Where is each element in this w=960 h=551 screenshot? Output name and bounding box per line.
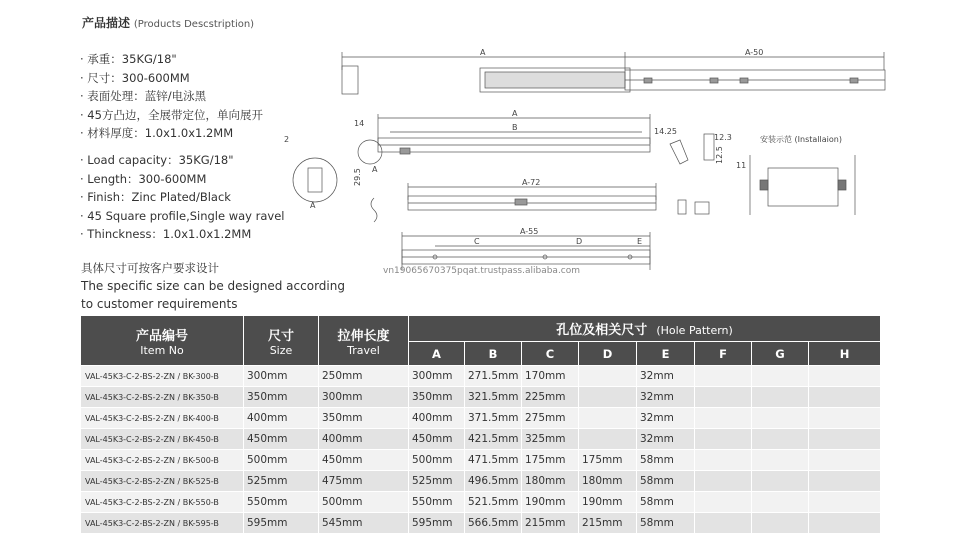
table-cell: [809, 408, 881, 429]
dim-2: 2: [284, 135, 290, 144]
table-cell: 400mm: [244, 408, 319, 429]
table-cell: [809, 429, 881, 450]
installation-view: [750, 134, 855, 215]
col-f: F: [695, 342, 752, 366]
section-title: [82, 14, 254, 31]
spec-list: [80, 50, 285, 244]
table-cell: 400mm: [409, 408, 465, 429]
table-cell: 190mm: [579, 492, 637, 513]
table-cell: [809, 492, 881, 513]
spec-en-5: · Thinckness：1.0x1.0x1.2MM: [80, 227, 252, 242]
table-cell: 371.5mm: [465, 408, 522, 429]
table-cell: [809, 387, 881, 408]
table-cell: 450mm: [409, 429, 465, 450]
dim-a50: A-50: [745, 48, 764, 57]
extended-slide-view: [342, 48, 885, 94]
dim-a55: A-55: [520, 227, 539, 236]
table-cell: [809, 471, 881, 492]
title-en: (Products Descstription): [133, 19, 255, 30]
col-size: 尺寸 Size: [244, 316, 319, 366]
spec-cn-1: · 承重：35KG/18": [80, 52, 177, 66]
table-cell: [579, 366, 637, 387]
table-cell: 350mm: [409, 387, 465, 408]
spec-en-2: · Length：300-600MM: [80, 171, 207, 186]
table-cell: 475mm: [319, 471, 409, 492]
col-travel: 拉伸长度 Travel: [319, 316, 409, 366]
table-row: [81, 366, 881, 387]
table-cell: 225mm: [522, 387, 579, 408]
table-cell: 215mm: [522, 513, 579, 534]
table-cell: [752, 513, 809, 534]
table-cell: 450mm: [319, 450, 409, 471]
install-label: 安装示范 (Installaion): [760, 135, 842, 144]
profile-section: [670, 133, 746, 170]
col-hole-pattern: 孔位及相关尺寸 (Hole Pattern): [409, 316, 881, 342]
technical-drawing: [284, 40, 890, 270]
table-cell: [695, 450, 752, 471]
table-cell: 566.5mm: [465, 513, 522, 534]
title-cn: 产品描述: [82, 16, 131, 30]
dim-a-main: A: [512, 109, 518, 118]
table-cell: VAL-45K3-C-2-BS-2-ZN / BK-595-B: [81, 513, 244, 534]
table-cell: 500mm: [319, 492, 409, 513]
spec-table-body: [81, 366, 881, 534]
dim-a72: A-72: [522, 178, 541, 187]
dim-b-main: B: [512, 123, 518, 132]
dim-14: 14: [354, 119, 365, 128]
table-cell: 521.5mm: [465, 492, 522, 513]
table-cell: 545mm: [319, 513, 409, 534]
custom-note-en-2: to customer requirements: [81, 297, 238, 311]
table-row: [81, 492, 881, 513]
watermark: vn19065670375pqat.trustpass.alibaba.com: [383, 266, 581, 276]
detail-circle: [293, 140, 382, 210]
custom-note-cn: 具体尺寸可按客户要求设计: [81, 261, 219, 275]
inner-slide-view: [371, 178, 709, 222]
dim-c: C: [474, 237, 480, 246]
table-cell: [809, 366, 881, 387]
spec-cn-5: · 材料厚度：1.0x1.0x1.2MM: [80, 126, 234, 141]
table-cell: [695, 387, 752, 408]
table-cell: 421.5mm: [465, 429, 522, 450]
main-slide-view: [284, 109, 677, 186]
col-a: A: [409, 342, 465, 366]
custom-note-en-1: The specific size can be designed according: [81, 279, 345, 293]
table-cell: 400mm: [319, 429, 409, 450]
table-cell: [752, 429, 809, 450]
table-cell: 496.5mm: [465, 471, 522, 492]
table-cell: 32mm: [637, 366, 695, 387]
table-cell: 175mm: [579, 450, 637, 471]
dim-1425: 14.25: [654, 127, 677, 136]
table-cell: 58mm: [637, 471, 695, 492]
spec-en-3: · Finish：Zinc Plated/Black: [80, 190, 231, 205]
table-cell: [752, 366, 809, 387]
table-cell: 170mm: [522, 366, 579, 387]
table-cell: [695, 513, 752, 534]
table-cell: [809, 450, 881, 471]
table-cell: [752, 408, 809, 429]
table-cell: 180mm: [579, 471, 637, 492]
table-cell: [752, 450, 809, 471]
table-cell: VAL-45K3-C-2-BS-2-ZN / BK-450-B: [81, 429, 244, 450]
spec-en-4: · 45 Square profile,Single way ravel: [80, 208, 285, 223]
table-cell: 190mm: [522, 492, 579, 513]
detail-a-label: A: [372, 165, 378, 174]
spec-table: [80, 315, 881, 534]
table-cell: [579, 387, 637, 408]
col-c: C: [522, 342, 579, 366]
dim-e: E: [637, 237, 643, 246]
table-cell: [809, 513, 881, 534]
table-cell: 300mm: [409, 366, 465, 387]
col-e: E: [637, 342, 695, 366]
dim-123: 12.3: [714, 133, 732, 142]
table-cell: 180mm: [522, 471, 579, 492]
table-cell: [752, 471, 809, 492]
outer-slide-view: [402, 227, 650, 270]
col-d: D: [579, 342, 637, 366]
table-cell: 500mm: [244, 450, 319, 471]
table-cell: 58mm: [637, 492, 695, 513]
col-g: G: [752, 342, 809, 366]
table-cell: 58mm: [637, 450, 695, 471]
table-cell: [752, 492, 809, 513]
dim-125: 12.5: [715, 146, 724, 164]
table-row: [81, 408, 881, 429]
table-row: [81, 450, 881, 471]
table-row: [81, 513, 881, 534]
table-cell: 350mm: [244, 387, 319, 408]
table-cell: [695, 366, 752, 387]
table-row: [81, 387, 881, 408]
table-cell: 525mm: [409, 471, 465, 492]
table-cell: 271.5mm: [465, 366, 522, 387]
table-cell: 471.5mm: [465, 450, 522, 471]
table-cell: 321.5mm: [465, 387, 522, 408]
table-cell: 32mm: [637, 387, 695, 408]
table-cell: 32mm: [637, 429, 695, 450]
spec-cn-3: · 表面处理：蓝锌/电泳黑: [80, 89, 207, 104]
table-cell: VAL-45K3-C-2-BS-2-ZN / BK-525-B: [81, 471, 244, 492]
table-cell: 300mm: [244, 366, 319, 387]
table-cell: 525mm: [244, 471, 319, 492]
spec-en-1: · Load capacity：35KG/18": [80, 152, 234, 167]
table-cell: 350mm: [319, 408, 409, 429]
table-cell: 58mm: [637, 513, 695, 534]
table-cell: 595mm: [244, 513, 319, 534]
dim-a-top: A: [480, 48, 486, 57]
table-row: [81, 429, 881, 450]
table-cell: VAL-45K3-C-2-BS-2-ZN / BK-400-B: [81, 408, 244, 429]
col-b: B: [465, 342, 522, 366]
table-cell: [695, 471, 752, 492]
table-cell: 550mm: [409, 492, 465, 513]
table-cell: VAL-45K3-C-2-BS-2-ZN / BK-550-B: [81, 492, 244, 513]
table-cell: 250mm: [319, 366, 409, 387]
table-cell: [579, 429, 637, 450]
table-cell: [695, 492, 752, 513]
dim-d: D: [576, 237, 583, 246]
dim-295: 29.5: [353, 168, 362, 186]
table-cell: 550mm: [244, 492, 319, 513]
table-cell: 325mm: [522, 429, 579, 450]
col-h: H: [809, 342, 881, 366]
table-cell: 300mm: [319, 387, 409, 408]
table-cell: 175mm: [522, 450, 579, 471]
table-cell: 275mm: [522, 408, 579, 429]
table-cell: 32mm: [637, 408, 695, 429]
table-cell: VAL-45K3-C-2-BS-2-ZN / BK-350-B: [81, 387, 244, 408]
table-cell: [695, 408, 752, 429]
table-cell: 215mm: [579, 513, 637, 534]
spec-cn-2: · 尺寸：300-600MM: [80, 70, 190, 85]
spec-cn-4: · 45方凸边，全展带定位，单向展开: [80, 107, 263, 122]
table-cell: VAL-45K3-C-2-BS-2-ZN / BK-500-B: [81, 450, 244, 471]
col-item-no: 产品编号 Item No: [81, 316, 244, 366]
table-row: [81, 471, 881, 492]
table-cell: [579, 408, 637, 429]
table-cell: 500mm: [409, 450, 465, 471]
table-cell: VAL-45K3-C-2-BS-2-ZN / BK-300-B: [81, 366, 244, 387]
dim-11: 11: [736, 161, 747, 170]
table-cell: [695, 429, 752, 450]
table-cell: 450mm: [244, 429, 319, 450]
table-cell: 595mm: [409, 513, 465, 534]
table-cell: [752, 387, 809, 408]
detail-a-circle: A: [310, 201, 316, 210]
